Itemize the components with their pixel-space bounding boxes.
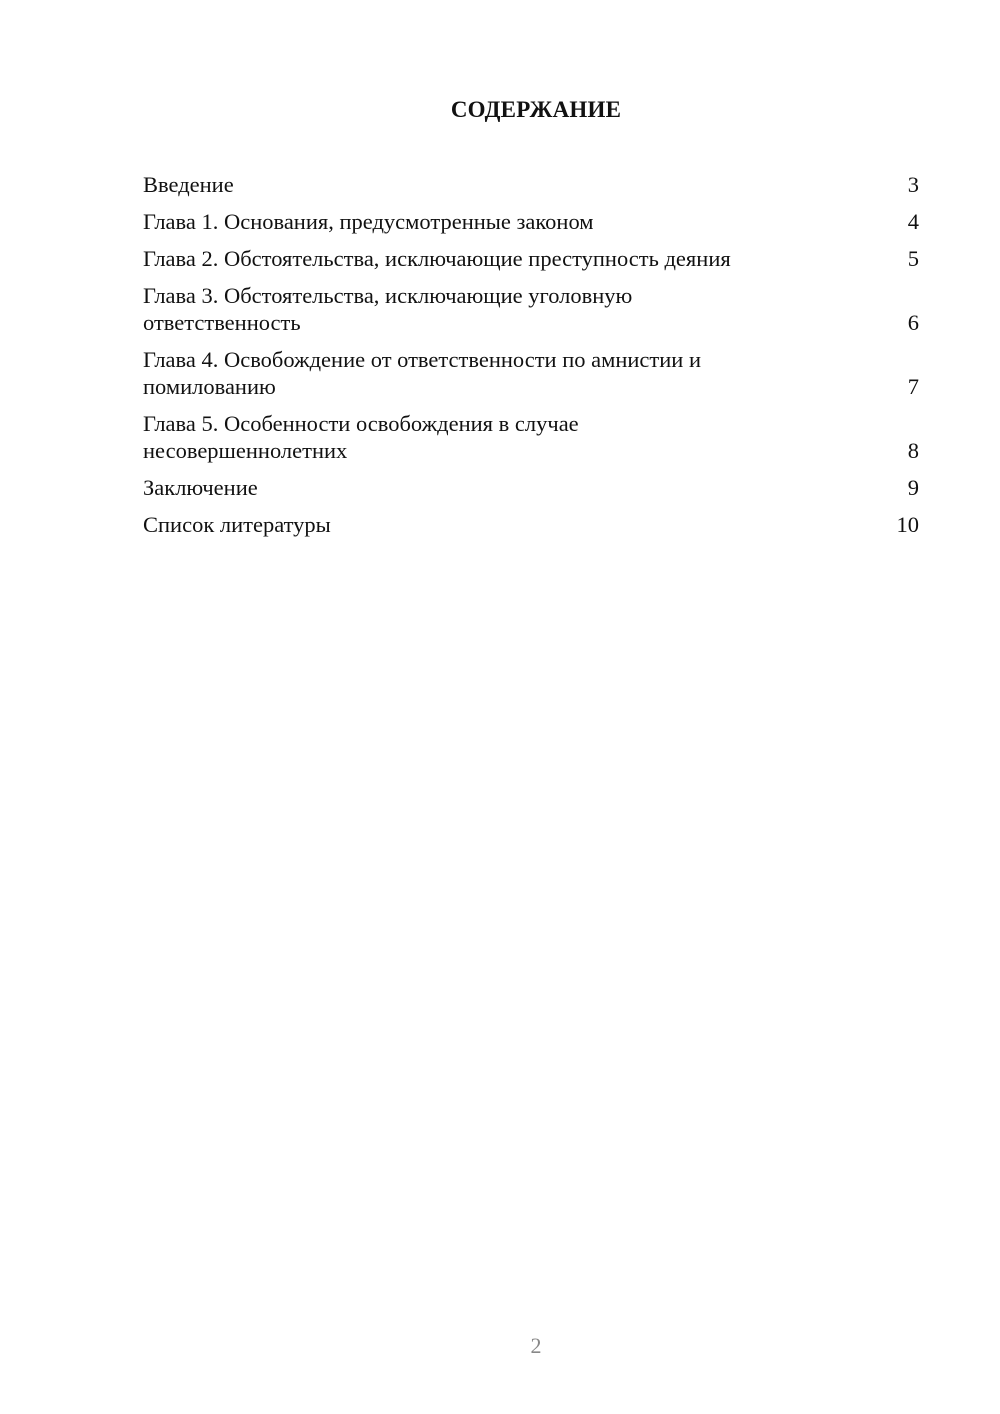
page-footer-number: 2 bbox=[530, 1333, 542, 1358]
toc-entry-page-number: 5 bbox=[907, 246, 919, 271]
toc-entry-label: Список литературы bbox=[143, 512, 331, 537]
toc-entry-page-number: 9 bbox=[907, 475, 919, 500]
toc-entry-label: Глава 4. Освобождение от ответственности по амнистии и помилованию bbox=[143, 347, 701, 399]
toc-entry-page-number: 8 bbox=[907, 438, 919, 463]
page-title: СОДЕРЖАНИЕ bbox=[450, 97, 622, 122]
toc-entry-bibliography bbox=[143, 511, 919, 538]
toc-entry-label: Глава 3. Обстоятельства, исключающие уголовную ответственность bbox=[143, 283, 633, 335]
toc-entry-chapter-4 bbox=[143, 346, 919, 400]
toc-entry-page-number: 4 bbox=[907, 209, 919, 234]
table-of-contents bbox=[143, 171, 919, 548]
toc-entry-page-number: 6 bbox=[907, 310, 919, 335]
toc-entry-page-number: 10 bbox=[896, 512, 919, 537]
toc-entry-label: Заключение bbox=[143, 475, 258, 500]
toc-entry-chapter-1 bbox=[143, 208, 919, 235]
toc-entry-conclusion bbox=[143, 474, 919, 501]
toc-entry-page-number: 7 bbox=[907, 374, 919, 399]
toc-entry-chapter-5 bbox=[143, 410, 919, 464]
toc-entry-introduction bbox=[143, 171, 919, 198]
toc-entry-label: Глава 2. Обстоятельства, исключающие преступность деяния bbox=[143, 246, 731, 271]
toc-entry-chapter-2 bbox=[143, 245, 919, 272]
toc-entry-label: Глава 5. Особенности освобождения в случае несовершеннолетних bbox=[143, 411, 579, 463]
toc-entry-label: Глава 1. Основания, предусмотренные законом bbox=[143, 209, 594, 234]
toc-entry-page-number: 3 bbox=[907, 172, 919, 197]
toc-entry-label: Введение bbox=[143, 172, 234, 197]
toc-entry-chapter-3 bbox=[143, 282, 919, 336]
